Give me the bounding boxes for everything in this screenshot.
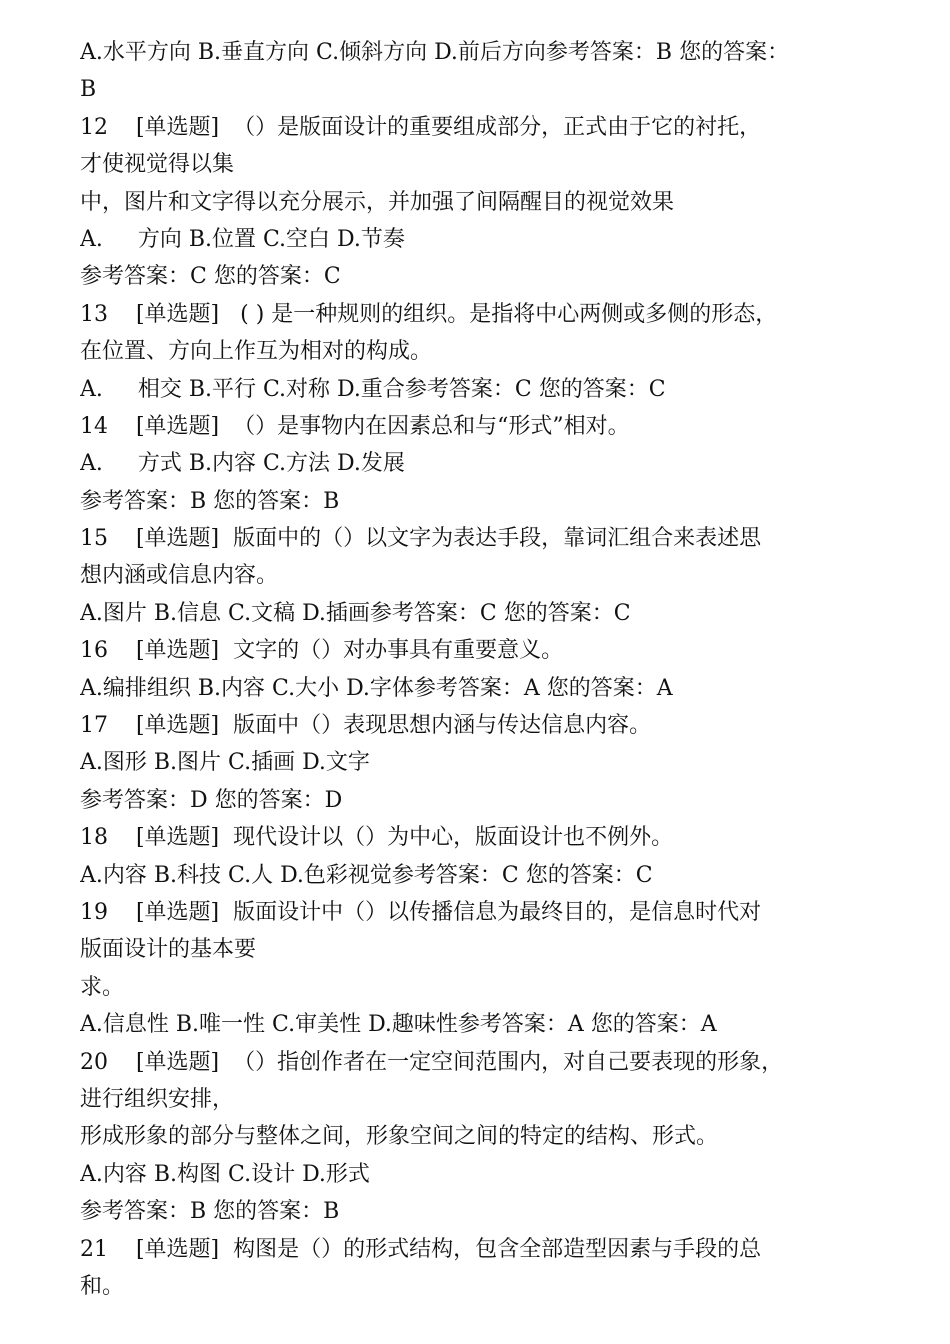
text-line: 在位置、方向上作互为相对的构成。 [80, 339, 433, 365]
options-line: A.内容 B.构图 C.设计 D.形式 [80, 1161, 370, 1187]
question-21-line: 21 [单选题] 构图是（）的形式结构，包含全部造型因素与手段的总 [80, 1236, 762, 1262]
options-line: A. 相交 B.平行 C.对称 D.重合参考答案：C 您的答案：C [80, 376, 666, 402]
options-line: A. 方式 B.内容 C.方法 D.发展 [80, 451, 405, 477]
question-18-line: 18 [单选题] 现代设计以（）为中心，版面设计也不例外。 [80, 825, 674, 851]
text-line: 形成形象的部分与整体之间，形象空间之间的特定的结构、形式。 [80, 1124, 719, 1150]
options-line: A.图片 B.信息 C.文稿 D.插画参考答案：C 您的答案：C [80, 600, 631, 626]
options-line: A. 方向 B.位置 C.空白 D.节奏 [80, 226, 405, 252]
text-line: 想内涵或信息内容。 [80, 563, 279, 589]
text-line: 求。 [80, 974, 125, 1000]
question-17-line: 17 [单选题] 版面中（）表现思想内涵与传达信息内容。 [80, 713, 652, 739]
question-13-line: 13 [单选题] ( ) 是一种规则的组织。是指将中心两侧或多侧的形态， [80, 301, 778, 327]
options-line: A.编排组织 B.内容 C.大小 D.字体参考答案：A 您的答案：A [80, 675, 673, 701]
question-16-line: 16 [单选题] 文字的（）对办事具有重要意义。 [80, 638, 564, 664]
text-line: A.水平方向 B.垂直方向 C.倾斜方向 D.前后方向参考答案：B 您的答案： [80, 40, 790, 65]
answer-line: 参考答案：D 您的答案：D [80, 787, 343, 813]
question-19-line: 19 [单选题] 版面设计中（）以传播信息为最终目的，是信息时代对 [80, 899, 762, 925]
question-14-line: 14 [单选题] （）是事物内在因素总和与“形式”相对。 [80, 413, 630, 439]
question-15-line: 15 [单选题] 版面中的（）以文字为表达手段，靠词汇组合来表述思 [80, 526, 762, 552]
text-line: 进行组织安排， [80, 1086, 235, 1112]
answer-line: 参考答案：B 您的答案：B [80, 488, 340, 514]
document-page [80, 34, 910, 1305]
options-line: A.内容 B.科技 C.人 D.色彩视觉参考答案：C 您的答案：C [80, 862, 653, 888]
text-line: 和。 [80, 1273, 125, 1299]
question-12-line: 12 [单选题] （）是版面设计的重要组成部分，正式由于它的衬托， [80, 114, 762, 140]
options-line: A.信息性 B.唯一性 C.审美性 D.趣味性参考答案：A 您的答案：A [80, 1012, 717, 1038]
text-line: 中，图片和文字得以充分展示，并加强了间隔醒目的视觉效果 [80, 189, 675, 215]
options-line: A.图形 B.图片 C.插画 D.文字 [80, 750, 370, 776]
answer-line: 参考答案：C 您的答案：C [80, 264, 341, 290]
answer-line: 参考答案：B 您的答案：B [80, 1199, 340, 1225]
text-line: B [80, 77, 97, 103]
question-20-line: 20 [单选题] （）指创作者在一定空间范围内，对自己要表现的形象， [80, 1049, 784, 1075]
text-line: 才使视觉得以集 [80, 152, 235, 178]
text-line: 版面设计的基本要 [80, 937, 257, 963]
